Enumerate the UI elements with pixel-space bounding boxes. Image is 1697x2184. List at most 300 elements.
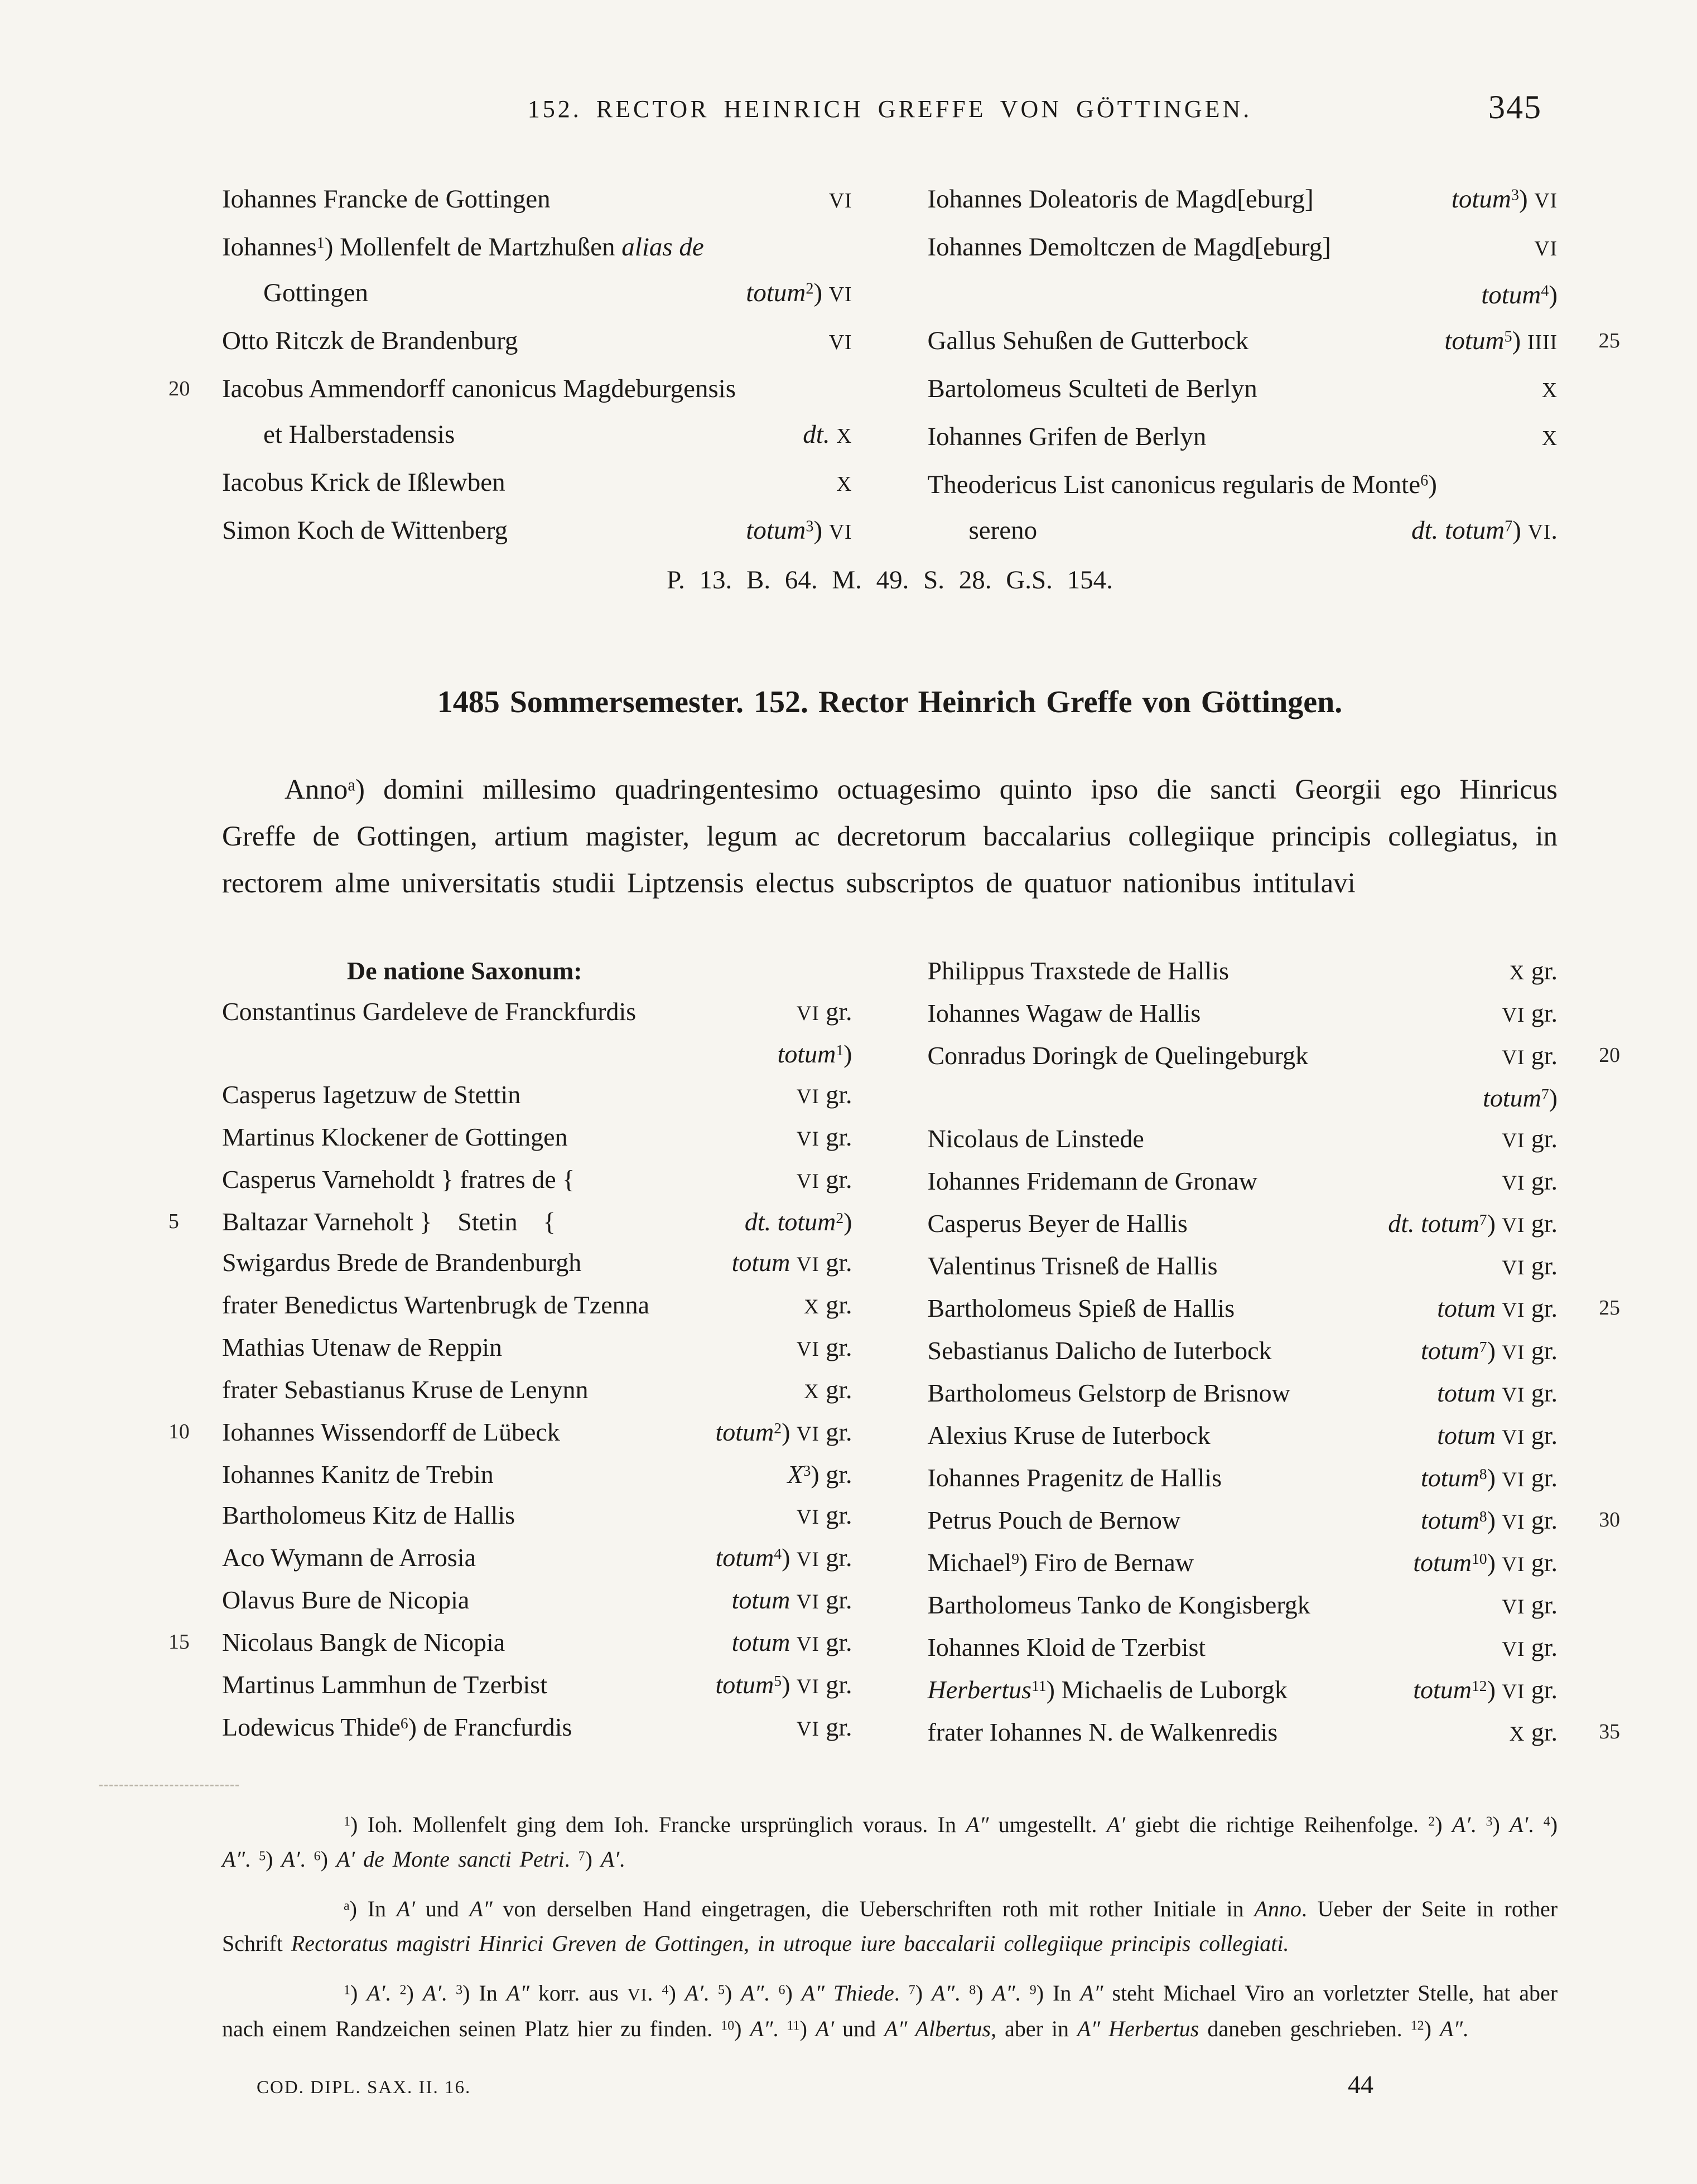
entry-line (168, 1412, 852, 1454)
text-segment: Nicolaus de Linstede (927, 1124, 1144, 1153)
text-segment (1496, 1379, 1502, 1407)
text-segment: totum (1444, 326, 1505, 355)
text-segment: A′ (1510, 1812, 1529, 1837)
text-segment: gr. (1525, 1167, 1558, 1195)
margin-line-number: 25 (1598, 329, 1620, 352)
text-segment: Conradus Doringk de Quelingeburgk (927, 1041, 1309, 1070)
entry-line (928, 1330, 1558, 1373)
entry-name (928, 318, 1249, 364)
text-segment: ) (843, 1207, 852, 1236)
footnote-block-1 (222, 1808, 1558, 1877)
text-segment: Anno (285, 774, 348, 805)
text-segment: gr. (1525, 1209, 1558, 1238)
text-segment: ) In (349, 1896, 397, 1921)
margin-line-number: 15 (168, 1630, 190, 1654)
entry-name (928, 1542, 1194, 1583)
text-segment: Simon Koch de Wittenberg (222, 516, 508, 545)
text-segment: ) (320, 1847, 336, 1872)
entry-fee (774, 1454, 852, 1495)
text-segment: A″ Thiede (801, 1980, 894, 2006)
entry-fee (783, 1159, 852, 1201)
text-segment: Alexius Kruse de Iuterbock (927, 1421, 1211, 1449)
text-segment: . (619, 1847, 625, 1872)
entry-name (928, 1118, 1144, 1159)
entry-fee (1496, 950, 1558, 993)
text-segment: X (787, 1460, 803, 1489)
entry-line (928, 950, 1558, 993)
entry-name (222, 1707, 572, 1747)
entry-line (168, 1201, 852, 1242)
entry-fee (719, 1622, 852, 1664)
entry-fee (1424, 1288, 1558, 1330)
text-segment: A′ (396, 1896, 416, 1921)
footnote-reference: 2 (774, 1419, 782, 1437)
text-segment: VI (1502, 1341, 1525, 1364)
text-segment: Bartholomeus Tanko de Kongisbergk (927, 1591, 1310, 1619)
entry-line (222, 270, 852, 318)
text-segment: dt. totum (1411, 516, 1505, 545)
nation-register-left-column (168, 950, 852, 1754)
entry-fee (1407, 1457, 1558, 1500)
text-segment: . (647, 1980, 662, 2006)
text-segment: frater Iohannes N. de Walkenredis (927, 1718, 1278, 1746)
entry-fee (783, 1327, 852, 1369)
text-segment: Casperus Iagetzuw de Stettin (222, 1080, 521, 1109)
text-segment: gr. (1525, 1421, 1558, 1449)
text-segment: X (1541, 427, 1558, 450)
text-segment: . (764, 1980, 779, 2006)
entry-line (222, 1664, 852, 1707)
text-segment: gr. (819, 1080, 852, 1109)
text-segment: A″ (932, 1980, 955, 2006)
entry-line (928, 176, 1558, 224)
text-segment: VI (1502, 1595, 1525, 1618)
entry-name (222, 1412, 560, 1452)
entry-line (927, 1500, 1620, 1542)
text-segment: totum (731, 1586, 790, 1614)
section-heading: 1485 Sommersemester. 152. Rector Heinrich Greffe von Göttingen. (437, 685, 1343, 719)
entry-name (222, 1074, 520, 1115)
text-segment (830, 420, 837, 449)
entry-line (222, 176, 852, 224)
text-segment: gr. (819, 1628, 852, 1656)
text-segment: totum (1483, 1084, 1541, 1112)
text-segment: Martinus Klockener de Gottingen (222, 1123, 568, 1151)
text-segment: VI (828, 190, 852, 212)
text-segment: Sebastianus Dalicho de Iuterbock (927, 1336, 1272, 1365)
text-segment: A″ (741, 1980, 764, 2006)
entry-line (222, 1159, 852, 1201)
entry-name (928, 1712, 1278, 1752)
text-segment: VI (796, 1422, 819, 1445)
text-segment: X (836, 425, 852, 448)
text-segment: A″ (222, 1847, 245, 1872)
entry-line (168, 1622, 852, 1664)
text-segment: IIII (1527, 331, 1558, 354)
text-segment: ) Ioh. Mollenfelt ging dem Ioh. Francke ursprünglich voraus. In (350, 1812, 966, 1837)
footnotes (222, 1808, 1558, 2046)
text-segment: ) (1428, 470, 1437, 499)
entry-line (222, 508, 852, 555)
text-segment: gr. (819, 1543, 852, 1572)
footnote-reference: 2 (806, 280, 814, 298)
entry-line (222, 1537, 852, 1579)
footnote-block-3 (222, 1976, 1558, 2046)
footer-signature: COD. DIPL. SAX. II. 16. (257, 2077, 471, 2098)
entry-line (222, 1454, 852, 1495)
text-segment: A″ Albertus (884, 2016, 991, 2041)
entry-name (222, 270, 368, 316)
entry-line (222, 1327, 852, 1369)
text-segment: . (773, 2016, 787, 2041)
entry-fee (1529, 414, 1558, 462)
text-segment: gr. (1525, 1252, 1558, 1280)
entry-line (222, 1117, 852, 1159)
text-segment: . (894, 1980, 909, 2006)
text-segment: totum (715, 1418, 774, 1446)
text-segment: Philippus Traxstede de Hallis (927, 956, 1230, 985)
text-segment: gr. (1525, 956, 1558, 985)
entry-line (222, 1707, 852, 1749)
text-segment: ) (724, 1980, 741, 2006)
text-segment: A″ (1439, 2016, 1463, 2041)
entry-line (928, 1373, 1558, 1415)
text-segment: A′ (1106, 1812, 1125, 1837)
entry-line (927, 1712, 1620, 1754)
entry-fee (1438, 176, 1558, 224)
text-segment: . (1551, 516, 1558, 545)
entry-name (222, 1622, 505, 1663)
text-segment: Iohannes Francke de Gottingen (222, 185, 551, 214)
text-segment: VI (796, 1505, 819, 1528)
text-segment: gr. (819, 1291, 852, 1319)
text-segment: VI (1534, 238, 1558, 260)
text-segment: gr. (1525, 1506, 1558, 1534)
footnote-reference: 1 (316, 234, 325, 252)
text-segment: ) (785, 1980, 802, 2006)
entry-name (928, 1288, 1235, 1328)
entry-name (928, 462, 1437, 508)
text-segment: steht Michael Viro an vorletzter Stelle, hat aber nach einem Randzeichen seinen Platz hier zu finden. (222, 1980, 1558, 2041)
nation-heading: De natione Saxonum: (346, 956, 582, 985)
intro-paragraph (222, 766, 1558, 907)
text-segment: VI (1502, 1510, 1525, 1533)
margin-line-number: 30 (1599, 1508, 1620, 1531)
text-segment: gr. (819, 997, 852, 1026)
text-segment: Iohannes Demoltczen de Magd[eburg] (927, 233, 1331, 262)
nation-register-right-column (927, 950, 1620, 1754)
text-segment: Iohannes Wagaw de Hallis (927, 999, 1201, 1027)
entry-name (928, 1627, 1206, 1668)
text-segment: totum (731, 1628, 790, 1656)
text-segment: VI (1534, 190, 1558, 212)
running-head (222, 89, 1558, 131)
text-segment: Iohannes Pragenitz de Hallis (927, 1463, 1222, 1492)
footnote-reference: 7 (1505, 518, 1513, 535)
entry-fee (1488, 1245, 1558, 1288)
entry-line (222, 1242, 852, 1284)
entry-line (928, 508, 1558, 555)
text-segment: gr. (1525, 1041, 1558, 1070)
text-segment: Swigardus Brede de Brandenburgh (222, 1248, 582, 1277)
text-segment: gr. (1525, 1294, 1558, 1322)
text-segment: korr. aus (529, 1980, 628, 2006)
text-segment (790, 1628, 797, 1656)
text-segment: totum (1437, 1294, 1496, 1322)
text-segment: ) (976, 1980, 992, 2006)
text-segment: ) (813, 278, 829, 307)
text-segment: gr. (819, 1375, 852, 1404)
footnote-reference: 12 (1471, 1676, 1487, 1694)
nation-register-columns (168, 950, 1620, 1754)
footnote-reference: 8 (969, 1983, 976, 1998)
entry-fee (1488, 1118, 1558, 1161)
footnote-separator (99, 1785, 239, 1786)
footnote-reference: 6 (314, 1849, 321, 1864)
text-segment: ) (266, 1847, 282, 1872)
top-register-right-column (927, 176, 1620, 555)
entry-name (222, 1664, 547, 1705)
text-segment: ) In (462, 1980, 507, 2006)
top-register-left-column (168, 176, 852, 555)
text-segment: totum (1420, 1336, 1479, 1365)
entry-fee (1529, 366, 1558, 414)
text-segment: Iacobus Ammendorff canonicus Magdeburgensis (222, 374, 736, 403)
text-segment: ) (813, 516, 829, 545)
text-segment: . (564, 1847, 578, 1872)
entry-name (928, 1500, 1181, 1540)
entry-fee (1424, 1415, 1558, 1457)
footnote-reference: 3 (1511, 186, 1519, 204)
top-register-columns (168, 176, 1620, 555)
entry-line (222, 1284, 852, 1327)
text-segment: A′ (422, 1980, 442, 2006)
entry-name (222, 460, 505, 505)
text-segment: Mathias Utenaw de Reppin (222, 1333, 503, 1361)
text-segment: gr. (1525, 1718, 1558, 1746)
entry-fee (732, 508, 852, 555)
text-segment (790, 1586, 797, 1614)
running-head-title: 152. RECTOR HEINRICH GREFFE VON GÖTTINGEN. (527, 95, 1252, 123)
footnote-reference: 12 (1410, 2018, 1424, 2033)
text-segment: Casperus Beyer de Hallis (927, 1209, 1188, 1238)
text-segment: Herbertus (927, 1675, 1032, 1704)
text-segment: dt. totum (744, 1207, 836, 1236)
text-segment: . (1528, 1812, 1544, 1837)
footnote-reference: 3 (803, 1461, 811, 1479)
entry-name (928, 508, 1038, 553)
page-number: 345 (1488, 89, 1542, 125)
footnote-reference: 2 (399, 1983, 407, 1998)
footnote-reference: 6 (778, 1983, 785, 1998)
entry-fee (790, 1284, 852, 1327)
text-segment: ) (1512, 516, 1528, 545)
entry-line (222, 224, 852, 270)
text-segment: VI (1502, 1129, 1525, 1152)
text-segment: . (245, 1847, 259, 1872)
margin-line-number: 20 (1599, 1043, 1620, 1067)
text-segment: Anno (1254, 1896, 1301, 1921)
text-segment: Valentinus Trisneß de Hallis (927, 1252, 1218, 1280)
text-segment: ) (406, 1980, 423, 2006)
text-segment: Gottingen (263, 278, 368, 307)
text-segment: giebt die richtige Reihenfolge. (1125, 1812, 1429, 1837)
text-segment: ) (843, 1040, 852, 1068)
text-segment: gr. (819, 1248, 852, 1277)
entry-line (927, 1035, 1620, 1077)
entry-name (928, 1245, 1218, 1286)
entry-name (222, 1159, 575, 1200)
text-segment: ) (799, 2016, 816, 2041)
entry-line (928, 993, 1558, 1035)
entry-fee (702, 1412, 852, 1454)
footnote-reference: 10 (721, 2018, 735, 2033)
text-segment: Bartholomeus Gelstorp de Brisnow (927, 1379, 1290, 1407)
footnote-reference: 5 (774, 1671, 782, 1689)
text-segment: ) Mollenfelt de Martzhußen (324, 233, 622, 262)
entry-line (928, 1627, 1558, 1669)
text-segment: totum (746, 278, 806, 307)
text-segment: . (954, 1980, 970, 2006)
text-segment: ) (782, 1418, 797, 1446)
text-segment: ) (1487, 1336, 1502, 1365)
text-segment: Iacobus Krick de Ißlewben (222, 468, 505, 497)
text-segment: gr. (819, 1670, 852, 1699)
text-segment: VI (1502, 1046, 1525, 1069)
entry-fee (783, 1495, 852, 1537)
entry-line (928, 1118, 1558, 1161)
entry-fee (1424, 1373, 1558, 1415)
entry-fee (783, 1707, 852, 1749)
text-segment: ) (350, 1980, 367, 2006)
text-segment: VI (796, 1717, 819, 1740)
entry-fee (764, 1033, 852, 1074)
nation-left-rows (168, 991, 852, 1749)
entry-name (222, 318, 518, 364)
entry-fee (1468, 272, 1558, 318)
entry-name (928, 1161, 1257, 1201)
text-segment: gr. (819, 1418, 852, 1446)
text-segment: Iohannes Kloid de Tzerbist (927, 1633, 1206, 1661)
entry-line (222, 460, 852, 508)
text-segment: alias de (621, 233, 704, 262)
entry-line (928, 224, 1558, 272)
text-segment: X (1509, 1722, 1525, 1745)
text-segment: A″ (506, 1980, 529, 2006)
text-segment: Otto Ritczk de Brandenburg (222, 326, 518, 355)
text-segment: totum (731, 1248, 790, 1277)
entry-fee (783, 1074, 852, 1117)
text-segment: A″ (966, 1812, 989, 1837)
text-segment: totum (746, 516, 806, 545)
text-segment: VI (796, 1632, 819, 1655)
entry-name (928, 1203, 1188, 1244)
entry-line (928, 1203, 1558, 1245)
text-segment: Theodericus List canonicus regularis de Monte (927, 470, 1421, 499)
entry-fee (783, 991, 852, 1033)
entry-name (222, 176, 551, 222)
text-segment: ) Firo de Bernaw (1019, 1548, 1194, 1577)
entry-name (222, 1201, 556, 1242)
entry-name (222, 1454, 494, 1495)
entry-line (222, 412, 852, 460)
entry-fee (1398, 508, 1558, 555)
entry-name (928, 1584, 1310, 1625)
entry-fee (790, 1369, 852, 1412)
entry-fee (789, 412, 852, 460)
text-segment (790, 1248, 797, 1277)
footnote-reference: 3 (1486, 1814, 1493, 1829)
footnote-reference: 1 (344, 1814, 350, 1829)
text-segment (1496, 1294, 1502, 1322)
page-content (168, 89, 1620, 2099)
text-segment: A″ Herbertus (1077, 2016, 1199, 2041)
text-segment: . Ueber der Seite in rother Schrift (222, 1896, 1558, 1956)
text-segment: ) gr. (811, 1460, 852, 1489)
text-segment: gr. (1525, 1336, 1558, 1365)
text-segment: . (441, 1980, 456, 2006)
text-segment: gr. (819, 1501, 852, 1529)
footnote-reference: a (344, 1898, 350, 1914)
entry-fee (1488, 1627, 1558, 1669)
footnote-reference: 5 (717, 1983, 725, 1998)
text-segment: Iohannes Kanitz de Trebin (222, 1460, 494, 1489)
text-segment: totum (1437, 1379, 1496, 1407)
text-segment: Petrus Pouch de Bernow (927, 1506, 1181, 1534)
text-segment: VI (627, 1984, 648, 2004)
entry-line (927, 1288, 1620, 1330)
text-segment: A″ (469, 1896, 493, 1921)
text-segment: A′ de Monte sancti Petri (336, 1847, 565, 1872)
entry-name (928, 1330, 1272, 1371)
entry-name (928, 366, 1257, 412)
footnote-reference: 5 (259, 1849, 266, 1864)
entry-name (222, 1117, 568, 1157)
text-segment: ) (1487, 1463, 1502, 1492)
text-segment: , aber in (991, 2016, 1078, 2041)
text-segment: VI (1502, 1637, 1525, 1660)
entry-fee (1375, 1203, 1558, 1245)
text-segment: und (415, 1896, 470, 1921)
margin-line-number: 25 (1599, 1296, 1620, 1320)
text-segment: VI (796, 1337, 819, 1360)
footer-folio: 44 (1348, 2070, 1373, 2099)
entry-name (928, 1373, 1290, 1413)
text-segment: VI (1502, 1383, 1525, 1406)
footnote-reference: a (348, 775, 355, 795)
text-segment: Olavus Bure de Nicopia (222, 1586, 470, 1614)
entry-name (928, 1669, 1288, 1710)
footnote-reference: 3 (806, 518, 814, 535)
margin-line-number: 10 (168, 1420, 190, 1443)
text-segment: gr. (819, 1586, 852, 1614)
text-segment: gr. (819, 1333, 852, 1361)
entry-line (928, 366, 1558, 414)
text-segment: ) (1492, 1812, 1510, 1837)
text-segment: ) domini millesimo quadringentesimo octuagesimo quinto ipso die sancti Georgii ego Hinricus Greffe de Gottingen, artium magister, legum ac decretorum baccalarius collegiique principis collegiatus, in rectorem alme universitatis studii Liptzensis electus subscriptos de quatuor nationibus intitulavi (222, 774, 1558, 899)
text-segment: ) (1487, 1506, 1502, 1534)
text-segment: VI (1502, 1680, 1525, 1703)
text-segment: gr. (1525, 1548, 1558, 1577)
text-segment: ) (585, 1847, 601, 1872)
entry-line (222, 1033, 852, 1074)
text-segment: ) (734, 2016, 750, 2041)
entry-line (928, 462, 1558, 508)
footnote-reference: 2 (1428, 1814, 1435, 1829)
text-segment: ) Michaelis de Luborgk (1046, 1675, 1288, 1704)
register-summary: P. 13. B. 64. M. 49. S. 28. G.S. 154. (667, 566, 1113, 595)
entry-name (222, 1537, 476, 1578)
